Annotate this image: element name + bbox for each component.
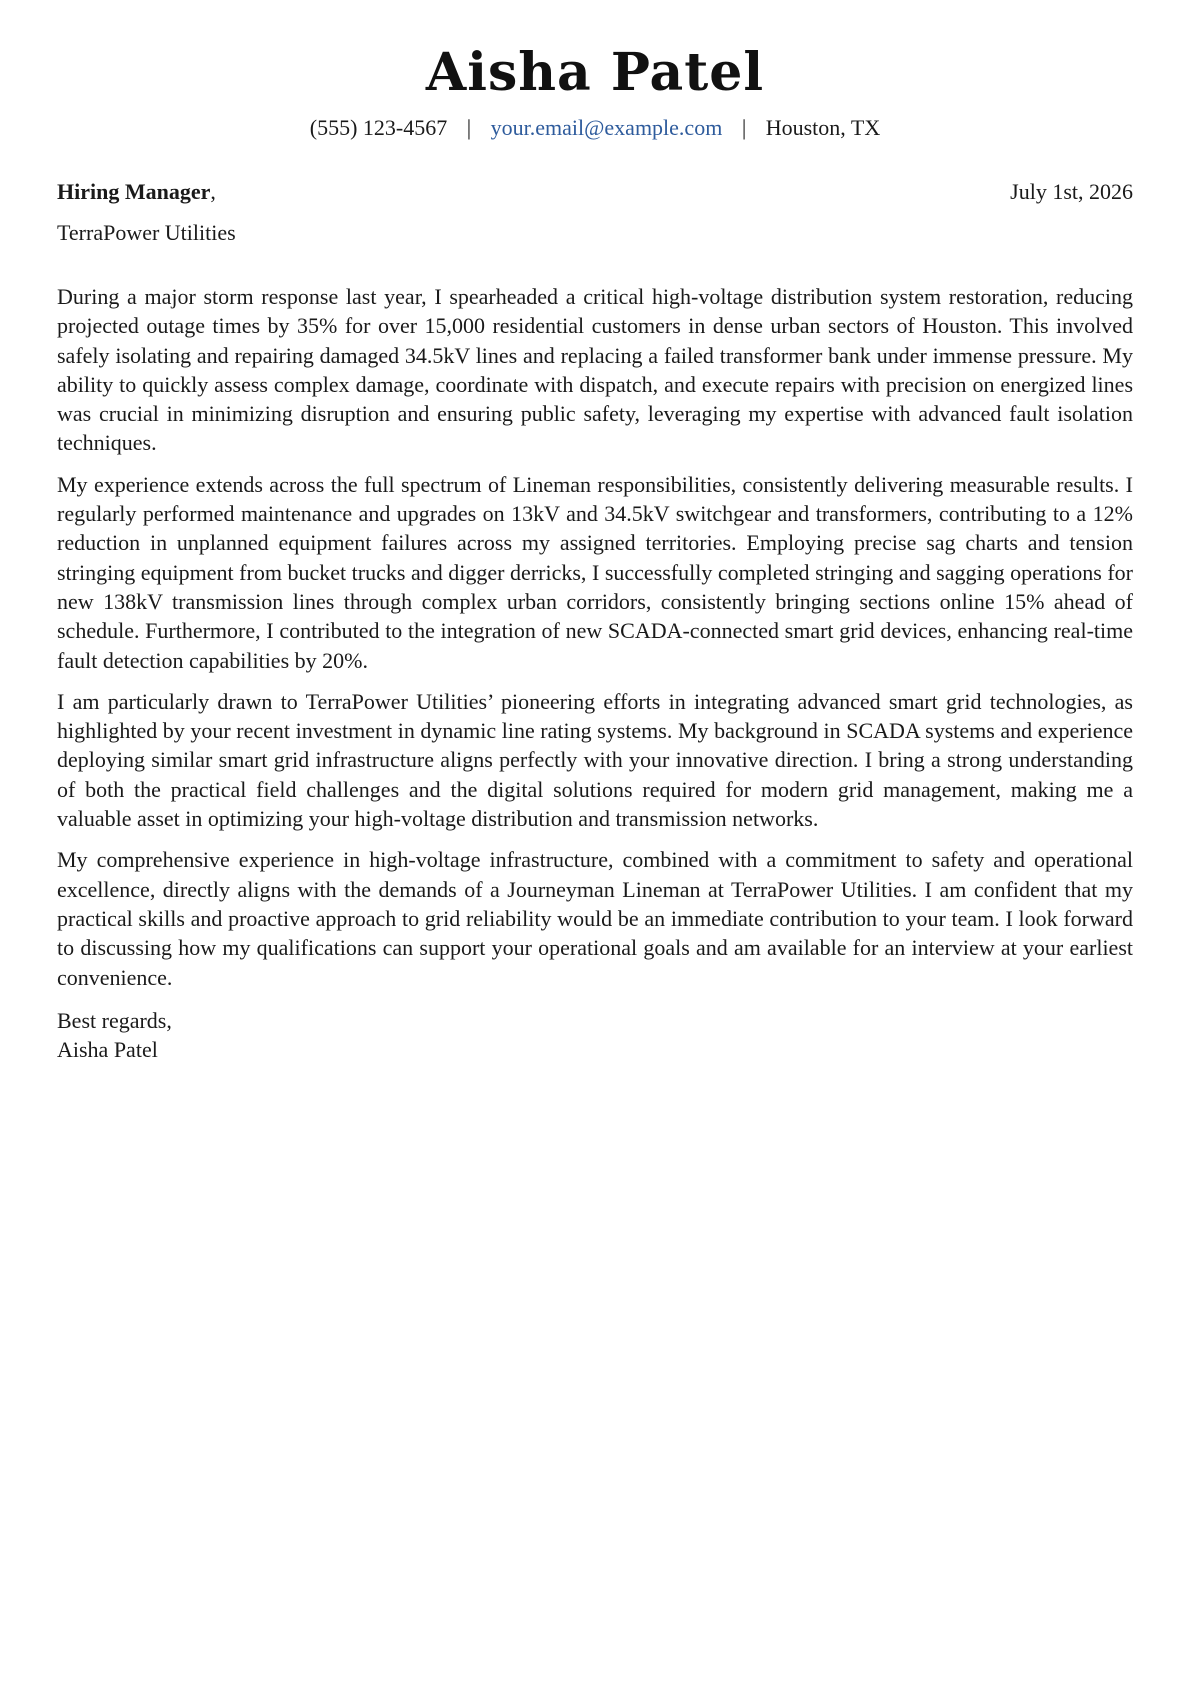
recipient-row — [57, 177, 1133, 207]
contact-separator: | — [466, 115, 472, 140]
phone-number: (555) 123-4567 — [309, 115, 448, 140]
recipient-greeting — [57, 177, 216, 207]
closing-signature: Aisha Patel — [57, 1037, 158, 1063]
letter-date: July 1st, 2026 — [1010, 179, 1133, 204]
recipient-title: Hiring Manager — [57, 179, 211, 204]
body-paragraph: My experience extends across the full spectrum of Lineman responsibilities, consistently delivering measurable results. I regularly performed maintenance and upgrades on 13kV and 34.5kV switchgear and transformers, contributing to a 12% reduction in unplanned equipment failures across my assigned territories. Employing precise sag charts and tension stringing equipment from bucket trucks and digger derricks, I successfully completed stringing and sagging operations for new 138kV transmission lines through complex urban corridors, consistently bringing sections online 15% ahead of schedule. Furthermore, I contributed to the integration of new SCADA-connected smart grid devices, enhancing real-time fault detection capabilities by 20%. — [57, 471, 1133, 673]
recipient-company: TerraPower Utilities — [57, 220, 236, 245]
applicant-name: Aisha Patel — [425, 42, 765, 103]
recipient-title-suffix: , — [210, 179, 216, 204]
contact-line — [57, 113, 1133, 143]
letter-body — [57, 282, 1133, 1065]
closing-salutation: Best regards, — [57, 1007, 172, 1033]
contact-separator: | — [741, 115, 747, 140]
body-paragraph: I am particularly drawn to TerraPower Utilities’ pioneering efforts in integrating advanced smart grid technologies, as highlighted by your recent investment in dynamic line rating systems. My background in SCADA systems and experience deploying similar smart grid infrastructure aligns perfectly with your innovative direction. I bring a strong understanding of both the practical field challenges and the digital solutions required for modern grid management, making me a valuable asset in optimizing your high-voltage distribution and transmission networks. — [57, 688, 1133, 832]
letter-closing — [57, 1006, 1133, 1065]
email-link[interactable]: your.email@example.com — [490, 115, 723, 140]
body-paragraph: During a major storm response last year, I spearheaded a critical high-voltage distribution system restoration, reducing projected outage times by 35% for over 15,000 residential customers in dense urban sectors of Houston. This involved safely isolating and repairing damaged 34.5kV lines and replacing a failed transformer bank under immense pressure. My ability to quickly assess complex damage, coordinate with dispatch, and execute repairs with precision on energized lines was crucial in minimizing disruption and ensuring public safety, leveraging my expertise with advanced fault isolation techniques. — [57, 284, 1133, 456]
location: Houston, TX — [765, 115, 881, 140]
body-paragraph: My comprehensive experience in high-voltage infrastructure, combined with a commitment to safety and operational excellence, directly aligns with the demands of a Journeyman Lineman at TerraPower Utilities. I am confident that my practical skills and proactive approach to grid reliability would be an immediate contribution to your team. I look forward to discussing how my qualifications can support your operational goals and am available for an interview at your earliest convenience. — [57, 847, 1133, 990]
cover-letter-page — [57, 0, 1133, 1683]
